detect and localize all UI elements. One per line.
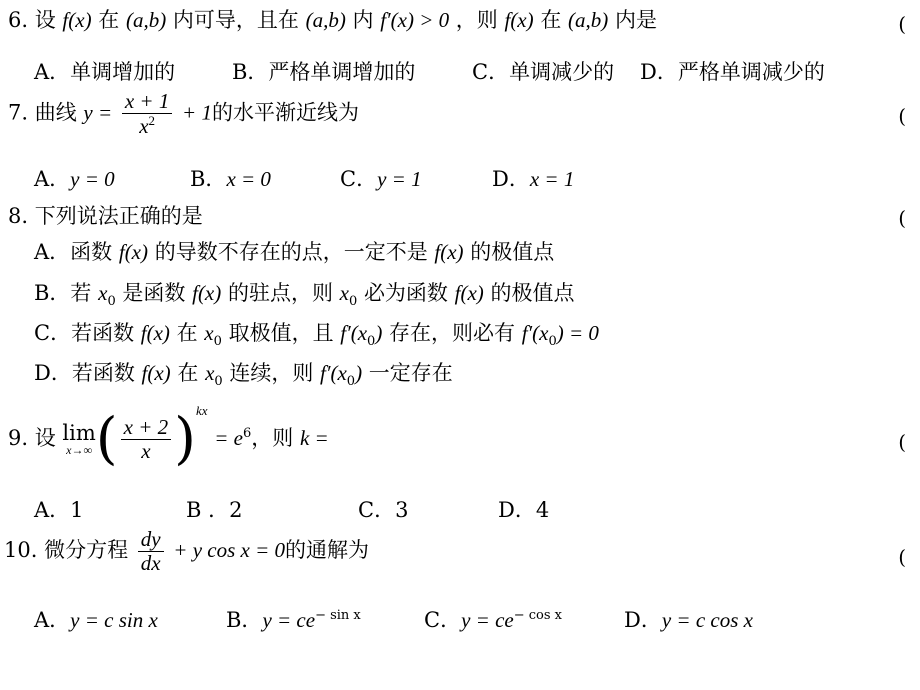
question-9-stem: 9. 设 lim x→∞ ( $\frac{x + 2}{x}$ )$^{kx} = e^6$，则 k = [8, 403, 329, 472]
question-8-stem: 8. 下列说法正确的是 [8, 204, 203, 228]
answer-paren: ( [898, 12, 906, 36]
option-c: C．y = 1 [340, 167, 422, 191]
answer-paren: ( [898, 545, 906, 569]
option-c: C．单调减少的 [472, 60, 615, 84]
option-d: D．若函数 f(x) 在 $x_0$ 连续，则 $f'(x_0)$ 一定存在 [34, 361, 453, 390]
option-c: C．$y = ce^{- cos x}$ [424, 608, 562, 632]
option-c: C．3 [358, 498, 409, 522]
option-a: A．y = c sin x [34, 608, 158, 632]
question-number: 6. [8, 8, 29, 32]
option-a: A．y = 0 [34, 167, 115, 191]
fraction: $\frac{dy}{dx}$ [138, 528, 164, 575]
option-b: B ．2 [186, 498, 243, 522]
fraction: $\frac{x + 1}{x^2}$ [122, 90, 173, 138]
question-7-stem: 7. 曲线 y = $\frac{x + 1}{x^2}$ + 1的水平渐近线为 [8, 89, 359, 139]
question-number: 8. [8, 204, 29, 228]
option-b: B．严格单调增加的 [232, 60, 416, 84]
answer-paren: ( [898, 206, 906, 230]
question-number: 10. [4, 538, 38, 563]
option-a: A．单调增加的 [34, 60, 176, 84]
option-d: D．4 [498, 498, 550, 522]
option-d: D．y = c cos x [624, 608, 753, 632]
option-b: B．$y = ce^{- sin x}$ [226, 608, 361, 632]
option-d: D．严格单调减少的 [640, 60, 825, 84]
question-10-stem: 10. 微分方程 $\frac{dy}{dx}$ + y cos x = 0的通解为 [4, 527, 370, 576]
question-number: 7. [8, 100, 29, 125]
limit-operator: lim x→∞ [62, 421, 96, 457]
option-d: D．x = 1 [492, 167, 575, 191]
option-a: A．函数 f(x) 的导数不存在的点，一定不是 f(x) 的极值点 [34, 240, 555, 264]
answer-paren: ( [898, 104, 906, 128]
question-6-stem: 6. 设 f(x) 在 (a,b) 内可导，且在 (a,b) 内 f′(x) > 0 ，则 f(x) 在 (a,b) 内是 [8, 8, 657, 32]
answer-paren: ( [898, 430, 906, 454]
question-number: 9. [8, 426, 29, 450]
fraction: $\frac{x + 2}{x}$ [121, 416, 172, 463]
option-a: A．1 [34, 498, 84, 522]
option-b: B．若 $x_0$ 是函数 f(x) 的驻点，则 $x_0$ 必为函数 f(x) 的极值点 [34, 281, 575, 310]
option-b: B．x = 0 [190, 167, 271, 191]
option-c: C．若函数 f(x) 在 $x_0$ 取极值，且 $f'(x_0)$ 存在，则必有 $f'(x_0) = 0$ [34, 321, 599, 350]
